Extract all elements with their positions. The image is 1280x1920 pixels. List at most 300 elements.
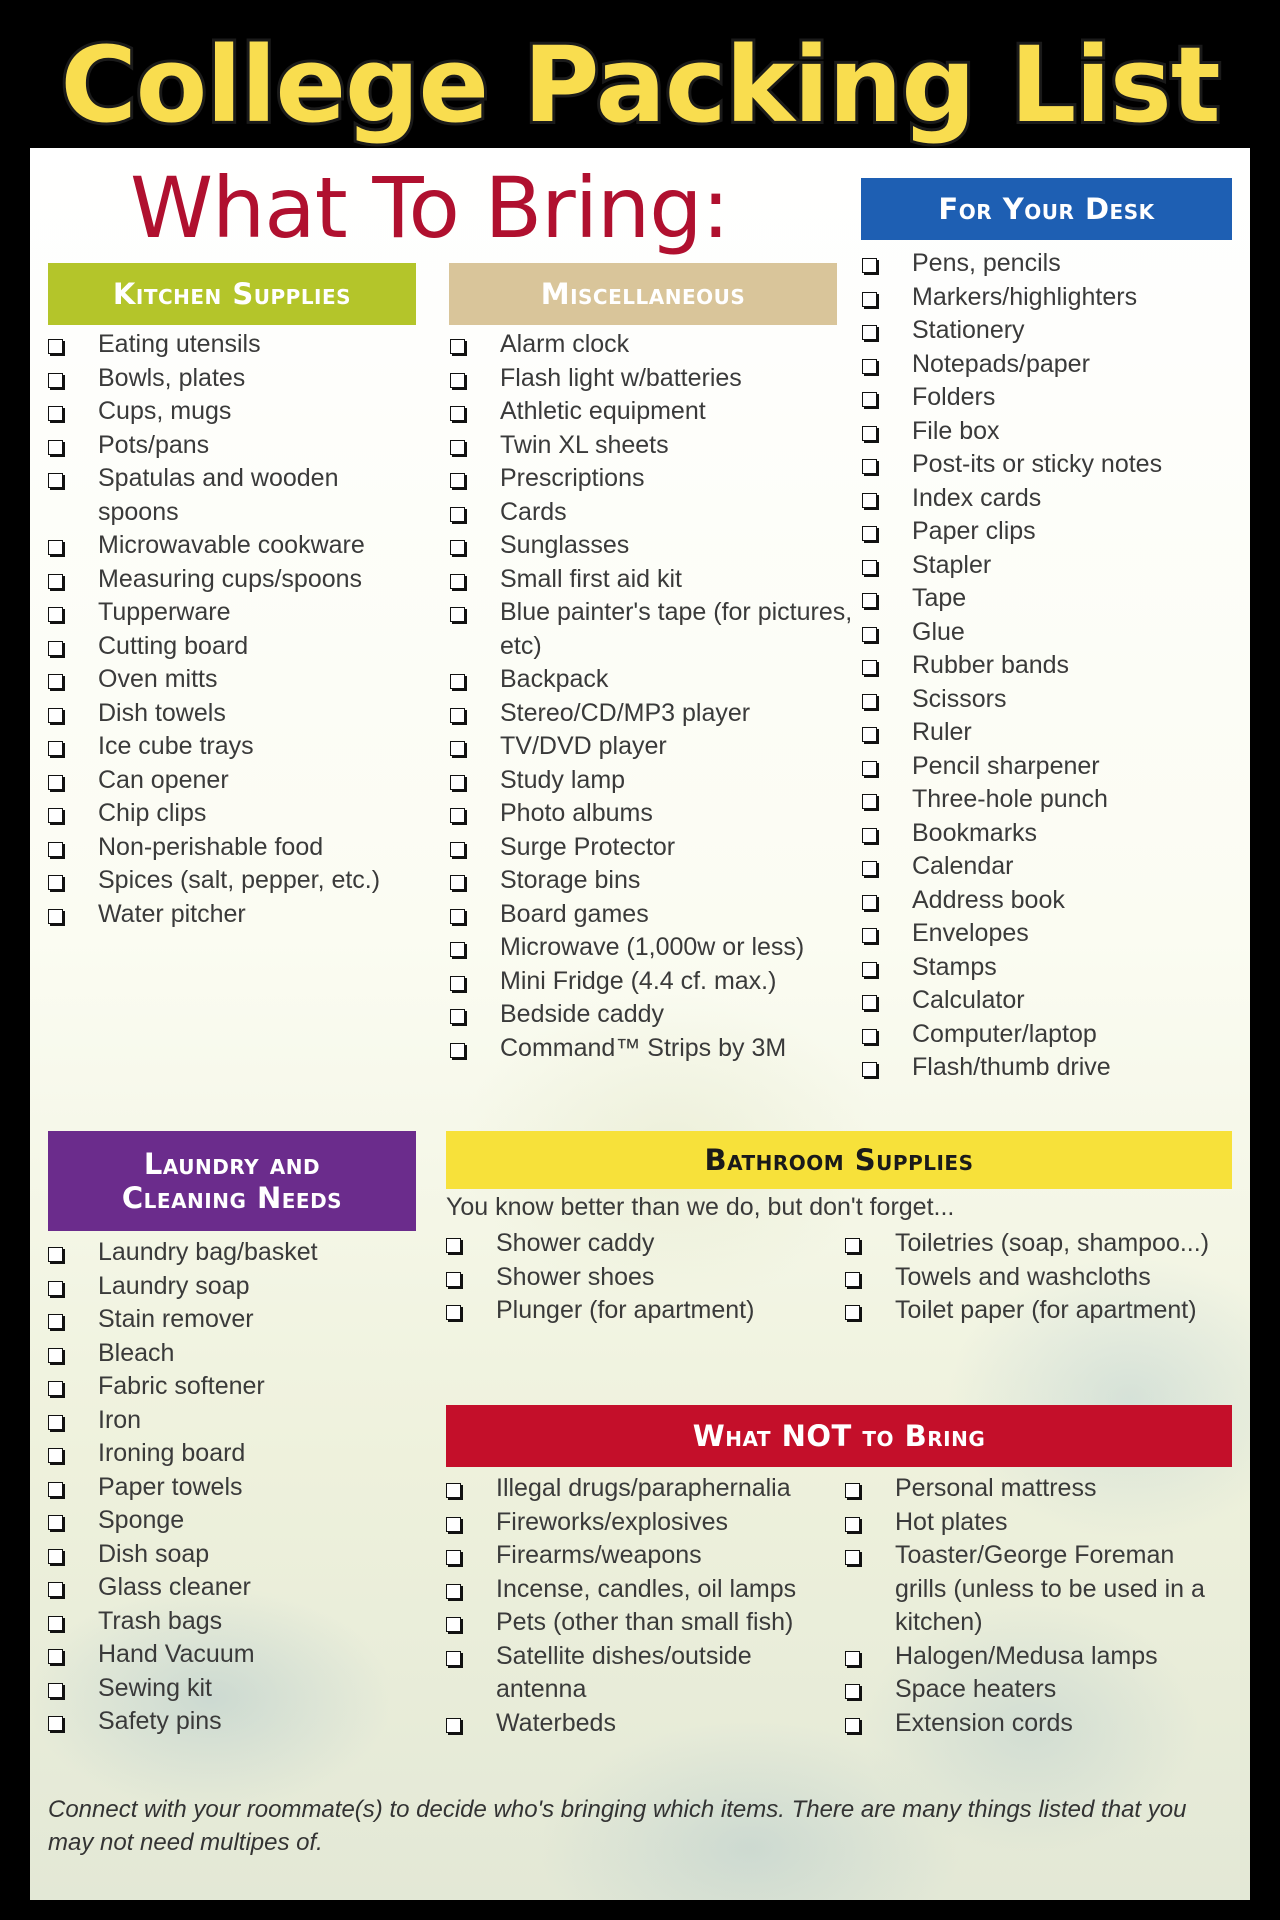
checkbox-icon [862,426,877,441]
checklist-item-label: Envelopes [912,919,1029,947]
checkbox-icon [48,1247,63,1262]
checklist-item-label: Ironing board [98,1439,246,1467]
checkbox-icon [48,373,63,388]
checklist-item [446,1539,806,1573]
checklist-item [48,1370,408,1404]
checklist-item-label: Glass cleaner [98,1573,251,1601]
checkbox-icon [450,339,465,354]
checklist-item-label: Board games [500,899,649,928]
checklist-item-label: Spices (salt, pepper, etc.) [98,866,381,894]
checkbox-icon [862,727,877,742]
bathroom-list-right [845,1227,1240,1328]
checklist-item [845,1506,1205,1540]
checkbox-icon [450,406,465,421]
checklist-item [446,1606,806,1640]
checkbox-icon [862,493,877,508]
checklist-item [48,630,408,664]
checkbox-icon [845,1517,860,1532]
misc-header [449,263,837,325]
checklist-item [862,817,1242,851]
checklist-item-label: Paper towels [98,1472,243,1501]
checklist-item [450,529,860,563]
checklist-item-label: Bleach [98,1338,175,1367]
checklist-item [845,1707,1205,1741]
checklist-item-label: Toiletries (soap, shampoo...) [895,1229,1210,1257]
laundry-header-line1: Laundry and [143,1147,321,1181]
checkbox-icon [862,928,877,943]
checkbox-icon [48,574,63,589]
checklist-item-label: Prescriptions [500,464,645,492]
main-title: College Packing List [60,24,1220,146]
misc-header-label: Miscellaneous [540,277,746,311]
checklist-item [48,1404,408,1438]
checkbox-icon [446,1617,461,1632]
kitchen-header [48,263,416,325]
checkbox-icon [446,1238,461,1253]
checklist-item [48,529,408,563]
checkbox-icon [48,909,63,924]
checklist-item [48,797,408,831]
checkbox-icon [862,459,877,474]
checkbox-icon [845,1684,860,1699]
checklist-item-label: Spatulas and wooden spoons [98,464,339,526]
checkbox-icon [862,593,877,608]
checkbox-icon [862,761,877,776]
checkbox-icon [48,473,63,488]
checklist-item [48,1538,408,1572]
checklist-item-label: Dish towels [98,698,226,727]
checklist-item-label: Cards [500,497,567,526]
checklist-item [48,395,408,429]
checklist-item-label: Calendar [912,852,1014,880]
checkbox-icon [862,1062,877,1077]
desk-list [862,247,1242,1085]
checkbox-icon [862,895,877,910]
checklist-item-label: Sunglasses [500,531,630,559]
checklist-item [450,596,860,663]
checklist-item [48,1605,408,1639]
checklist-item [446,1227,836,1261]
checkbox-icon [862,694,877,709]
checkbox-icon [48,1582,63,1597]
checklist-item [862,850,1242,884]
subtitle: What To Bring: [130,159,729,257]
checklist-item [862,482,1242,516]
checklist-item-label: Storage bins [500,866,641,894]
checklist-item [450,797,860,831]
checklist-item-label: Hot plates [895,1507,1008,1536]
checklist-item [48,730,408,764]
checklist-item-label: Oven mitts [98,665,218,693]
checkbox-icon [862,627,877,642]
checkbox-icon [48,1482,63,1497]
checklist-item-label: File box [912,416,1000,445]
checklist-item [48,1705,408,1739]
checklist-item-label: Hand Vacuum [98,1640,255,1668]
checklist-item [450,429,860,463]
checklist-item-label: Space heaters [895,1675,1057,1703]
checkbox-icon [450,507,465,522]
checklist-item [446,1707,806,1741]
checklist-item [48,362,408,396]
checklist-item-label: Stereo/CD/MP3 player [500,698,751,727]
not-bring-header-label: What NOT to Bring [692,1419,986,1453]
checklist-item [862,750,1242,784]
checkbox-icon [48,1683,63,1698]
checkbox-icon [845,1651,860,1666]
checkbox-icon [845,1238,860,1253]
checklist-item [450,1032,860,1066]
kitchen-list [48,328,408,931]
checkbox-icon [862,258,877,273]
checklist-item [48,831,408,865]
checkbox-icon [450,373,465,388]
checklist-item [48,1337,408,1371]
checklist-item [446,1573,806,1607]
checklist-item-label: Pots/pans [98,430,210,459]
checklist-item-label: Bowls, plates [98,363,246,392]
checklist-item [48,1471,408,1505]
checklist-item [862,616,1242,650]
checklist-item-label: Safety pins [98,1707,222,1735]
checklist-item-label: Photo albums [500,799,653,827]
kitchen-header-label: Kitchen Supplies [112,277,352,311]
checklist-item [48,1303,408,1337]
checklist-item-label: Chip clips [98,799,207,827]
checklist-item-label: Microwave (1,000w or less) [500,933,805,961]
checklist-item [450,328,860,362]
checklist-item-label: Surge Protector [500,832,676,861]
checkbox-icon [862,526,877,541]
checklist-item [862,984,1242,1018]
checklist-item [450,362,860,396]
checklist-item [862,884,1242,918]
checklist-item-label: Index cards [912,483,1042,512]
checkbox-icon [48,540,63,555]
footer-note: Connect with your roommate(s) to decide who's bringing which items. There are many things listed that you may not need multipes of. [48,1796,1187,1856]
checklist-item-label: Dish soap [98,1539,210,1568]
checklist-item-label: Satellite dishes/outside antenna [496,1641,752,1703]
checkbox-icon [48,775,63,790]
checklist-item [48,1504,408,1538]
checklist-item [48,328,408,362]
checkbox-icon [48,842,63,857]
checkbox-icon [450,976,465,991]
checkbox-icon [862,660,877,675]
checkbox-icon [845,1718,860,1733]
checklist-item-label: Tupperware [98,598,231,626]
checkbox-icon [845,1550,860,1565]
checklist-item-label: Can opener [98,765,229,794]
checkbox-icon [446,1718,461,1733]
misc-list [450,328,860,1065]
checklist-item-label: Toilet paper (for apartment) [895,1296,1197,1324]
checklist-item-label: Measuring cups/spoons [98,564,363,593]
checkbox-icon [446,1483,461,1498]
checkbox-icon [48,674,63,689]
checkbox-icon [450,1009,465,1024]
checkbox-icon [845,1305,860,1320]
checklist-item-label: Waterbeds [496,1708,616,1737]
checkbox-icon [450,540,465,555]
checkbox-icon [48,1281,63,1296]
checkbox-icon [862,292,877,307]
checkbox-icon [48,808,63,823]
checklist-item [862,314,1242,348]
checkbox-icon [446,1272,461,1287]
checklist-item [845,1640,1205,1674]
checklist-item-label: Twin XL sheets [500,430,669,459]
desk-header [861,178,1232,240]
checklist-item [845,1539,1205,1640]
checklist-item-label: Notepads/paper [912,349,1090,378]
checklist-item [845,1227,1240,1261]
checklist-item-label: Firearms/weapons [496,1541,702,1569]
checkbox-icon [446,1517,461,1532]
checklist-item [450,395,860,429]
checklist-item [48,563,408,597]
checklist-item-label: Three-hole punch [912,785,1108,813]
checklist-item [450,864,860,898]
checkbox-icon [450,440,465,455]
checkbox-icon [48,641,63,656]
checkbox-icon [48,339,63,354]
checklist-item-label: Extension cords [895,1708,1073,1737]
checkbox-icon [862,995,877,1010]
checklist-item-label: Shower caddy [496,1229,655,1257]
checklist-item-label: Flash/thumb drive [912,1053,1111,1081]
checklist-item [48,1672,408,1706]
checklist-item [446,1261,836,1295]
checklist-item [862,917,1242,951]
checklist-item-label: Ruler [912,718,972,746]
checkbox-icon [450,942,465,957]
checkbox-icon [450,674,465,689]
checklist-item-label: Pens, pencils [912,249,1061,277]
checklist-item [450,998,860,1032]
checklist-item [48,429,408,463]
checkbox-icon [48,1549,63,1564]
checkbox-icon [862,1029,877,1044]
checklist-item-label: Rubber bands [912,651,1070,679]
desk-header-label: For Your Desk [938,192,1155,226]
laundry-header-line2: Cleaning Needs [121,1181,343,1215]
checklist-item-label: Incense, candles, oil lamps [496,1574,797,1603]
checkbox-icon [48,875,63,890]
checklist-item [48,1571,408,1605]
bathroom-header [446,1131,1232,1189]
not-bring-header [446,1405,1232,1467]
checkbox-icon [450,607,465,622]
checkbox-icon [862,359,877,374]
checklist-item-label: Stamps [912,952,997,981]
checklist-item-label: Bookmarks [912,818,1038,847]
checklist-item [450,496,860,530]
checklist-item-label: Post-its or sticky notes [912,450,1163,478]
checklist-item-label: Halogen/Medusa lamps [895,1641,1158,1670]
checklist-item [48,1638,408,1672]
checklist-item-label: Trash bags [98,1606,223,1635]
laundry-list [48,1236,408,1739]
checklist-item [450,831,860,865]
checklist-item-label: Water pitcher [98,899,246,928]
bathroom-list-left [446,1227,836,1328]
bathroom-intro: You know better than we do, but don't forget... [446,1193,955,1221]
checklist-item-label: Command™ Strips by 3M [500,1033,787,1062]
checkbox-icon [450,574,465,589]
checklist-item [450,730,860,764]
checklist-item-label: Cups, mugs [98,397,232,425]
bathroom-header-label: Bathroom Supplies [704,1143,974,1177]
checklist-item-label: Iron [98,1405,142,1434]
checklist-item [450,462,860,496]
checkbox-icon [450,473,465,488]
checkbox-icon [48,607,63,622]
checkbox-icon [446,1305,461,1320]
checklist-item [862,448,1242,482]
checklist-item-label: Address book [912,885,1065,914]
checklist-item [48,864,408,898]
not-bring-list-right [845,1472,1205,1740]
checklist-item [845,1294,1240,1328]
checklist-item [450,764,860,798]
checklist-item-label: Sewing kit [98,1673,212,1702]
checklist-item-label: Fireworks/explosives [496,1507,729,1536]
checklist-item [862,549,1242,583]
checkbox-icon [450,875,465,890]
checklist-item-label: Glue [912,617,965,646]
checklist-item [845,1472,1205,1506]
checkbox-icon [450,808,465,823]
checkbox-icon [48,1515,63,1530]
checkbox-icon [450,909,465,924]
checklist-item [450,931,860,965]
checklist-item-label: Athletic equipment [500,397,706,425]
checklist-item [48,596,408,630]
checklist-item-label: Non-perishable food [98,832,324,861]
checklist-item-label: Flash light w/batteries [500,363,742,392]
checklist-sheet [30,148,1250,1900]
checkbox-icon [48,1348,63,1363]
checklist-item-label: Pencil sharpener [912,751,1100,780]
checkbox-icon [862,325,877,340]
checklist-item [862,783,1242,817]
checklist-item [48,663,408,697]
checklist-item [446,1640,806,1707]
checklist-item [48,898,408,932]
checklist-item [48,1437,408,1471]
checklist-item-label: Sponge [98,1506,185,1534]
checklist-item-label: Folders [912,383,996,411]
checklist-item [48,1270,408,1304]
checkbox-icon [446,1651,461,1666]
checklist-item-label: Calculator [912,986,1025,1014]
checklist-item [862,1018,1242,1052]
checkbox-icon [48,1448,63,1463]
checkbox-icon [446,1584,461,1599]
checkbox-icon [48,1314,63,1329]
checklist-item-label: Cutting board [98,631,249,660]
checklist-item-label: Stain remover [98,1305,254,1333]
not-bring-list-left [446,1472,806,1740]
checkbox-icon [450,775,465,790]
checklist-item [862,951,1242,985]
checkbox-icon [450,741,465,756]
checkbox-icon [48,708,63,723]
checklist-item-label: Laundry soap [98,1271,250,1300]
checklist-item-label: Tape [912,584,967,612]
checklist-item-label: Markers/highlighters [912,282,1138,311]
checkbox-icon [48,1716,63,1731]
checklist-item-label: Shower shoes [496,1262,655,1291]
checklist-item-label: Fabric softener [98,1372,265,1400]
checkbox-icon [48,1381,63,1396]
checklist-item [48,1236,408,1270]
checkbox-icon [845,1272,860,1287]
checklist-item-label: Eating utensils [98,330,261,358]
checklist-item [862,683,1242,717]
checkbox-icon [862,861,877,876]
checklist-item-label: Toaster/George Foreman grills (unless to be used in a kitchen) [895,1541,1205,1636]
checklist-item [862,515,1242,549]
checkbox-icon [446,1550,461,1565]
checklist-item-label: Scissors [912,684,1007,713]
checklist-item-label: Alarm clock [500,330,630,358]
checklist-item [862,281,1242,315]
checklist-item-label: Personal mattress [895,1474,1097,1502]
checklist-item-label: Backpack [500,665,609,693]
checklist-item [862,582,1242,616]
checklist-item-label: Laundry bag/basket [98,1238,318,1266]
checklist-item-label: Small first aid kit [500,564,682,593]
checkbox-icon [862,962,877,977]
checklist-item-label: Study lamp [500,765,626,794]
checklist-item-label: Stationery [912,316,1025,344]
checkbox-icon [48,1415,63,1430]
checkbox-icon [450,1043,465,1058]
checklist-item-label: Microwavable cookware [98,531,365,559]
checklist-item [845,1261,1240,1295]
checklist-item-label: Pets (other than small fish) [496,1608,794,1636]
laundry-header [48,1131,416,1231]
checklist-item [450,965,860,999]
checkbox-icon [48,440,63,455]
checklist-item [48,697,408,731]
checklist-item [450,663,860,697]
checkbox-icon [862,392,877,407]
checklist-item [862,348,1242,382]
checkbox-icon [48,406,63,421]
checklist-item [450,898,860,932]
checklist-item [450,563,860,597]
checklist-item-label: Blue painter's tape (for pictures, etc) [500,598,853,660]
checkbox-icon [862,828,877,843]
checklist-item-label: Bedside caddy [500,1000,665,1028]
checklist-item [862,649,1242,683]
checklist-item [862,381,1242,415]
checkbox-icon [450,708,465,723]
checklist-item-label: Towels and washcloths [895,1262,1151,1291]
checkbox-icon [450,842,465,857]
checklist-item-label: Computer/laptop [912,1019,1097,1048]
checklist-item-label: Mini Fridge (4.4 cf. max.) [500,966,777,995]
checklist-item-label: Stapler [912,550,992,579]
checklist-item [862,415,1242,449]
checkbox-icon [845,1483,860,1498]
checklist-item [446,1472,806,1506]
checklist-item [446,1506,806,1540]
checklist-item [48,764,408,798]
